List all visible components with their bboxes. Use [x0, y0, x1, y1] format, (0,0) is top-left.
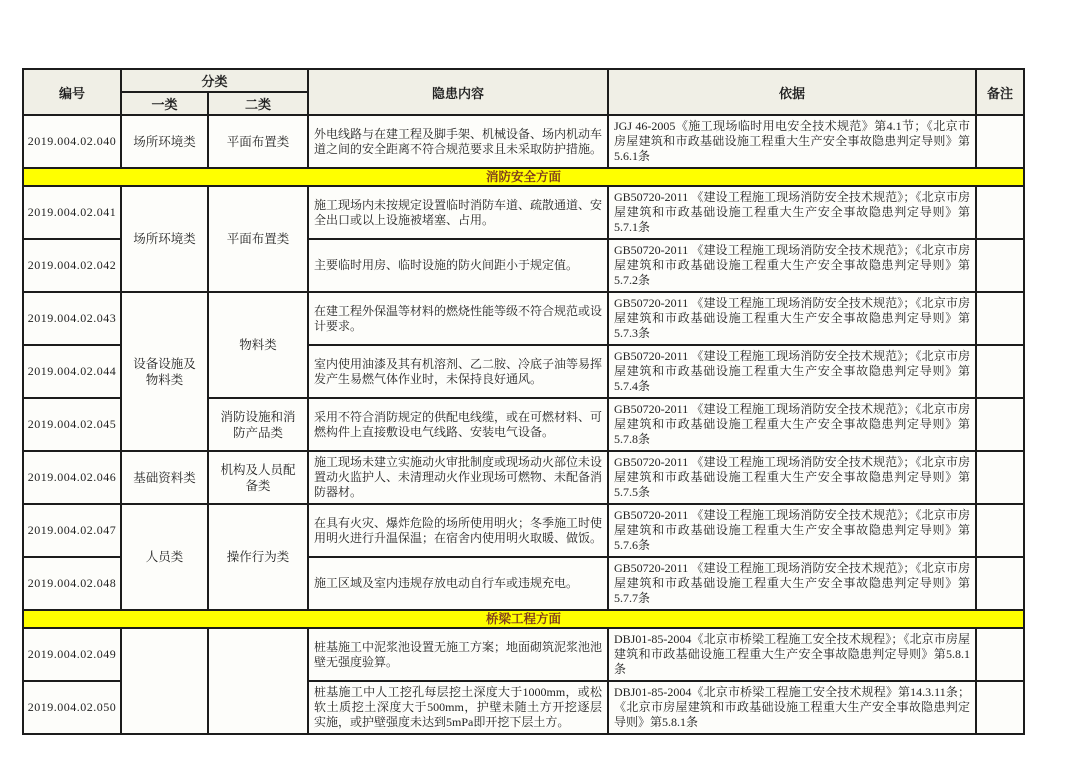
category2-cell: 平面布置类 — [208, 186, 308, 292]
row-id-cell: 2019.004.02.050 — [23, 681, 121, 734]
category1-cell — [121, 628, 208, 734]
category1-cell: 人员类 — [121, 504, 208, 610]
col-header-category: 分类 — [121, 69, 308, 92]
category2-cell: 机构及人员配备类 — [208, 451, 308, 504]
basis-reference-cell: GB50720-2011 《建设工程施工现场消防安全技术规范》；《北京市房屋建筑和市政基础设施工程重大生产安全事故隐患判定导则》第5.7.2条 — [608, 239, 976, 292]
section-row — [23, 168, 1024, 186]
remark-cell — [976, 681, 1024, 734]
basis-reference-cell: GB50720-2011 《建设工程施工现场消防安全技术规范》；《北京市房屋建筑和市政基础设施工程重大生产安全事故隐患判定导则》第5.7.5条 — [608, 451, 976, 504]
category2-cell: 物料类 — [208, 292, 308, 398]
row-id-cell: 2019.004.02.047 — [23, 504, 121, 557]
category2-cell — [208, 628, 308, 734]
remark-cell — [976, 398, 1024, 451]
col-header-basis: 依据 — [608, 69, 976, 115]
hazard-content-cell: 在建工程外保温等材料的燃烧性能等级不符合规范或设计要求。 — [308, 292, 608, 345]
row-id-cell: 2019.004.02.040 — [23, 115, 121, 168]
col-header-id: 编号 — [23, 69, 121, 115]
hazard-content-cell: 施工现场内未按规定设置临时消防车道、疏散通道、安全出口或以上设施被堵塞、占用。 — [308, 186, 608, 239]
hazard-content-cell: 在具有火灾、爆炸危险的场所使用明火；冬季施工时使用明火进行升温保温；在宿舍内使用明火取暖、做饭。 — [308, 504, 608, 557]
row-id-cell: 2019.004.02.043 — [23, 292, 121, 345]
col-header-cat2: 二类 — [208, 92, 308, 115]
basis-reference-cell: JGJ 46-2005《施工现场临时用电安全技术规范》第4.1节；《北京市房屋建筑和市政基础设施工程重大生产安全事故隐患判定导则》第5.6.1条 — [608, 115, 976, 168]
table-row — [23, 292, 1024, 345]
category1-cell: 基础资料类 — [121, 451, 208, 504]
basis-reference-cell: DBJ01-85-2004《北京市桥梁工程施工安全技术规程》；《北京市房屋建筑和市政基础设施工程重大生产安全事故隐患判定导则》第5.8.1条 — [608, 628, 976, 681]
table-row — [23, 628, 1024, 681]
section-label: 消防安全方面 — [23, 168, 1024, 186]
remark-cell — [976, 345, 1024, 398]
category1-cell: 场所环境类 — [121, 186, 208, 292]
row-id-cell: 2019.004.02.048 — [23, 557, 121, 610]
row-id-cell: 2019.004.02.041 — [23, 186, 121, 239]
basis-reference-cell: GB50720-2011 《建设工程施工现场消防安全技术规范》；《北京市房屋建筑和市政基础设施工程重大生产安全事故隐患判定导则》第5.7.6条 — [608, 504, 976, 557]
hazard-table-body — [23, 115, 1024, 734]
row-id-cell: 2019.004.02.045 — [23, 398, 121, 451]
remark-cell — [976, 628, 1024, 681]
remark-cell — [976, 115, 1024, 168]
basis-reference-cell: GB50720-2011 《建设工程施工现场消防安全技术规范》；《北京市房屋建筑和市政基础设施工程重大生产安全事故隐患判定导则》第5.7.8条 — [608, 398, 976, 451]
row-id-cell: 2019.004.02.042 — [23, 239, 121, 292]
category2-cell: 消防设施和消防产品类 — [208, 398, 308, 451]
hazard-table — [22, 68, 1025, 735]
category2-cell: 平面布置类 — [208, 115, 308, 168]
basis-reference-cell: GB50720-2011 《建设工程施工现场消防安全技术规范》；《北京市房屋建筑和市政基础设施工程重大生产安全事故隐患判定导则》第5.7.7条 — [608, 557, 976, 610]
hazard-content-cell: 施工区域及室内违规存放电动自行车或违规充电。 — [308, 557, 608, 610]
row-id-cell: 2019.004.02.046 — [23, 451, 121, 504]
col-header-cat1: 一类 — [121, 92, 208, 115]
col-header-remark: 备注 — [976, 69, 1024, 115]
hazard-table-header — [23, 69, 1024, 115]
table-row — [23, 115, 1024, 168]
section-row — [23, 610, 1024, 628]
hazard-content-cell: 外电线路与在建工程及脚手架、机械设备、场内机动车道之间的安全距离不符合规范要求且未采取防护措施。 — [308, 115, 608, 168]
hazard-content-cell: 主要临时用房、临时设施的防火间距小于规定值。 — [308, 239, 608, 292]
hazard-content-cell: 桩基施工中人工挖孔每层挖土深度大于1000mm，或松软土质挖土深度大于500mm，护壁未随土方开挖逐层实施，或护壁强度未达到5mPa即开挖下层土方。 — [308, 681, 608, 734]
hazard-content-cell: 室内使用油漆及其有机溶剂、乙二胺、冷底子油等易挥发产生易燃气体作业时，未保持良好通风。 — [308, 345, 608, 398]
table-row — [23, 451, 1024, 504]
hazard-content-cell: 采用不符合消防规定的供配电线缆，或在可燃材料、可燃构件上直接敷设电气线路、安装电气设备。 — [308, 398, 608, 451]
hazard-content-cell: 施工现场未建立实施动火审批制度或现场动火部位未设置动火监护人、未清理动火作业现场可燃物、未配备消防器材。 — [308, 451, 608, 504]
basis-reference-cell: GB50720-2011 《建设工程施工现场消防安全技术规范》；《北京市房屋建筑和市政基础设施工程重大生产安全事故隐患判定导则》第5.7.4条 — [608, 345, 976, 398]
remark-cell — [976, 239, 1024, 292]
basis-reference-cell: GB50720-2011 《建设工程施工现场消防安全技术规范》；《北京市房屋建筑和市政基础设施工程重大生产安全事故隐患判定导则》第5.7.3条 — [608, 292, 976, 345]
hazard-content-cell: 桩基施工中泥浆池设置无施工方案；地面砌筑泥浆池池壁无强度验算。 — [308, 628, 608, 681]
header-row-1 — [23, 69, 1024, 92]
remark-cell — [976, 557, 1024, 610]
category1-cell: 设备设施及物料类 — [121, 292, 208, 451]
table-row — [23, 504, 1024, 557]
row-id-cell: 2019.004.02.049 — [23, 628, 121, 681]
remark-cell — [976, 451, 1024, 504]
category1-cell: 场所环境类 — [121, 115, 208, 168]
col-header-content: 隐患内容 — [308, 69, 608, 115]
category2-cell: 操作行为类 — [208, 504, 308, 610]
remark-cell — [976, 504, 1024, 557]
basis-reference-cell: DBJ01-85-2004《北京市桥梁工程施工安全技术规程》第14.3.11条；《北京市房屋建筑和市政基础设施工程重大生产安全事故隐患判定导则》第5.8.1条 — [608, 681, 976, 734]
basis-reference-cell: GB50720-2011 《建设工程施工现场消防安全技术规范》；《北京市房屋建筑和市政基础设施工程重大生产安全事故隐患判定导则》第5.7.1条 — [608, 186, 976, 239]
remark-cell — [976, 186, 1024, 239]
remark-cell — [976, 292, 1024, 345]
section-label: 桥梁工程方面 — [23, 610, 1024, 628]
table-row — [23, 186, 1024, 239]
row-id-cell: 2019.004.02.044 — [23, 345, 121, 398]
